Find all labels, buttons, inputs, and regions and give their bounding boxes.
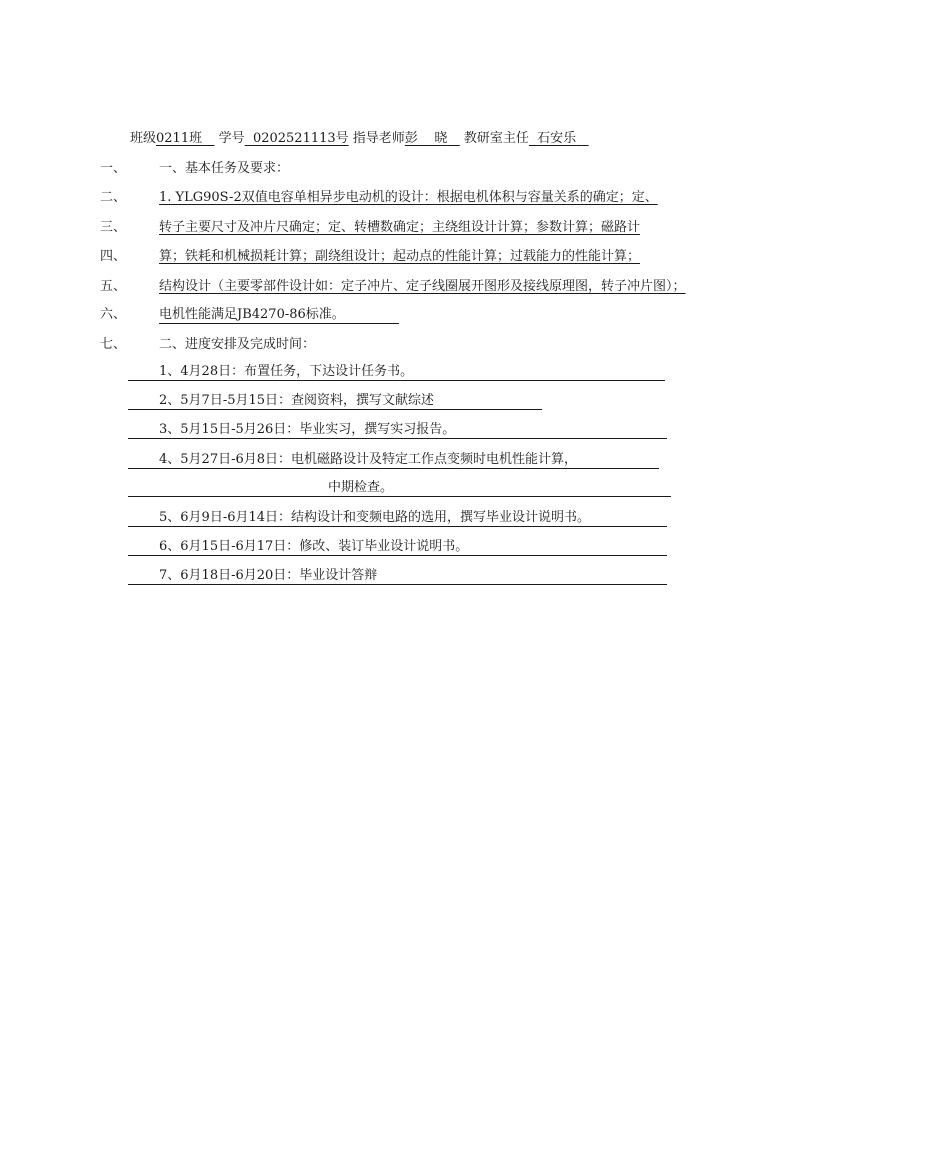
schedule-item-text: 2、5月7日-5月15日：查阅资料，撰写文献综述 — [159, 393, 435, 408]
schedule-item — [128, 510, 667, 527]
list-marker: 五、 — [100, 279, 127, 294]
schedule-item-text: 5、6月9日-6月14日：结构设计和变频电路的选用，撰写毕业设计说明书。 — [159, 510, 591, 525]
schedule-item-continuation — [128, 480, 671, 497]
schedule-item — [128, 539, 667, 556]
section1-line: 1. YLG90S-2双值电容单相异步电动机的设计：根据电机体积与容量关系的确定；定、 — [159, 190, 658, 205]
director-label: 教研室主任 — [463, 131, 529, 146]
schedule-item — [128, 393, 542, 410]
section1-line-wrap — [159, 307, 399, 324]
list-marker: 一、 — [100, 161, 127, 176]
schedule-item-text: 7、6月18日-6月20日：毕业设计答辩 — [159, 568, 378, 583]
schedule-item-text: 1、4月28日：布置任务，下达设计任务书。 — [159, 364, 414, 379]
schedule-item-text: 3、5月15日-5月26日：毕业实习，撰写实习报告。 — [159, 422, 456, 437]
director-value: 石安乐 — [537, 131, 577, 146]
section1-line: 算；铁耗和机械损耗计算；副绕组设计；起动点的性能计算；过载能力的性能计算； — [159, 249, 641, 264]
section1-line: 电机性能满足JB4270-86标准。 — [159, 307, 399, 324]
section2-heading: 二、进度安排及完成时间： — [159, 337, 316, 352]
section1-heading: 一、基本任务及要求： — [159, 161, 290, 176]
section1-line: 结构设计（主要零部件设计如：定子冲片、定子线圈展开图形及接线原理图，转子冲片图）； — [159, 279, 686, 294]
list-marker: 三、 — [100, 220, 127, 235]
schedule-item — [128, 422, 667, 439]
schedule-item — [128, 364, 665, 381]
schedule-item-text: 中期检查。 — [328, 480, 394, 495]
schedule-item-text: 4、5月27日-6月8日：电机磁路设计及特定工作点变频时电机性能计算， — [159, 452, 578, 467]
advisor-value: 彭 晓 — [404, 131, 448, 146]
schedule-item — [128, 568, 667, 585]
advisor-label: 指导老师 — [352, 131, 405, 146]
student-id-label: 学号 — [218, 131, 245, 146]
student-id-value: 0202521113号 — [252, 131, 349, 146]
list-marker: 二、 — [100, 190, 127, 205]
schedule-item-text: 6、6月15日-6月17日：修改、装订毕业设计说明书。 — [159, 539, 469, 554]
section1-line: 转子主要尺寸及冲片尺确定；定、转槽数确定；主绕组设计计算；参数计算；磁路计 — [159, 220, 641, 235]
class-value: 0211班 — [156, 131, 203, 146]
class-label: 班级 — [130, 131, 157, 146]
header-line — [130, 131, 589, 147]
schedule-item — [128, 452, 659, 469]
list-marker: 七、 — [100, 337, 127, 352]
list-marker: 六、 — [100, 307, 127, 322]
list-marker: 四、 — [100, 249, 127, 264]
